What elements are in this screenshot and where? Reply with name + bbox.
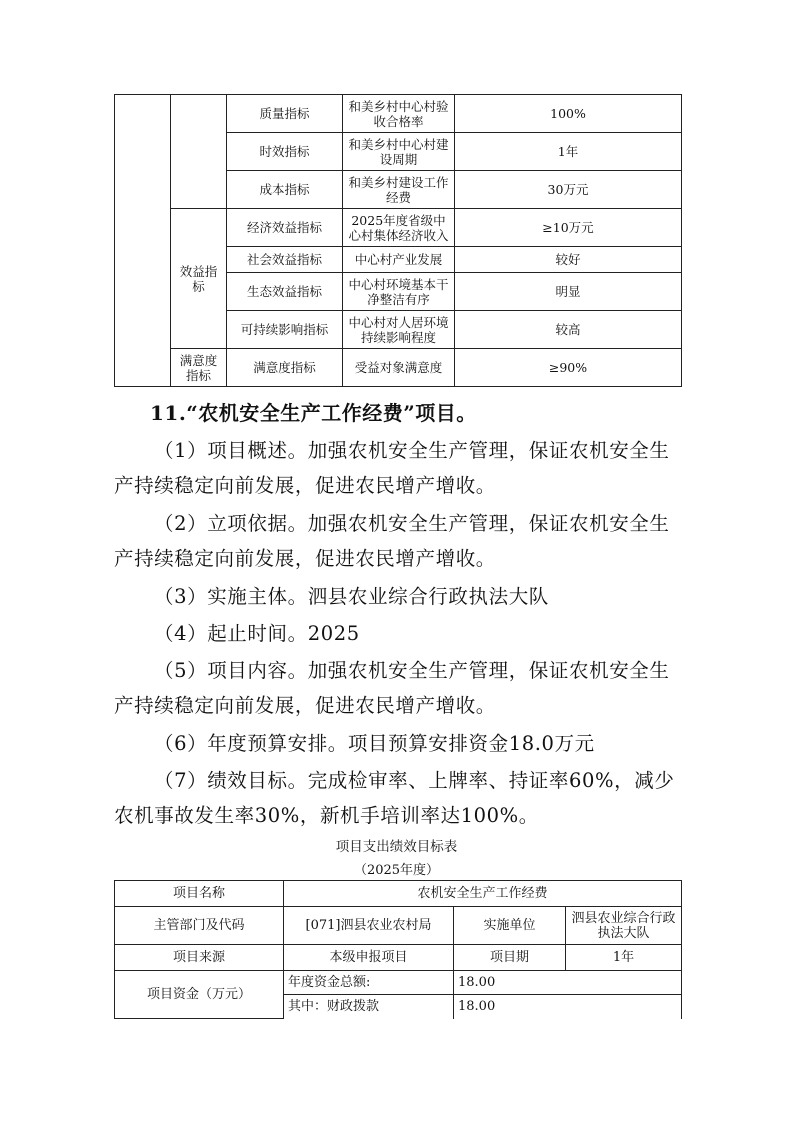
source-label: 项目来源 bbox=[115, 945, 284, 971]
indicator-cell: 满意度指标 bbox=[227, 349, 343, 387]
detail-cell: 和美乡村建设工作经费 bbox=[343, 171, 455, 209]
paragraph-text: （7）绩效目标。完成检审率、上牌率、持证率60%，减少农机事故发生率30%，新机手培训率达100%。 bbox=[114, 769, 675, 827]
detail-cell: 和美乡村中心村建设周期 bbox=[343, 133, 455, 171]
dept-label: 主管部门及代码 bbox=[115, 907, 284, 945]
table-caption: 项目支出绩效目标表 bbox=[335, 839, 458, 855]
performance-indicator-table bbox=[114, 94, 682, 387]
funds-label: 项目资金（万元） bbox=[115, 971, 284, 1019]
indicator-cell: 社会效益指标 bbox=[227, 247, 343, 273]
value-cell: 1年 bbox=[455, 133, 682, 171]
paragraph-overview bbox=[114, 433, 680, 503]
paragraph-text: （2）立项依据。加强农机安全生产管理，保证农机安全生产持续稳定向前发展，促进农民增产增收。 bbox=[114, 512, 670, 570]
value-cell: 30万元 bbox=[455, 171, 682, 209]
total-funds-value: 18.00 bbox=[454, 971, 682, 995]
paragraph-text: （6）年度预算安排。项目预算安排资金18.0万元 bbox=[154, 732, 595, 755]
paragraph-goals bbox=[114, 763, 680, 833]
paragraph-basis bbox=[114, 506, 680, 576]
value-cell: ≥10万元 bbox=[455, 209, 682, 247]
paragraph-entity bbox=[114, 579, 680, 614]
table-row bbox=[115, 349, 682, 387]
dept-value: [071]泗县农业农村局 bbox=[284, 907, 454, 945]
indicator-cell: 质量指标 bbox=[227, 95, 343, 133]
section-heading: 11.“农机安全生产工作经费”项目。 bbox=[150, 401, 477, 425]
indicator-cell: 生态效益指标 bbox=[227, 273, 343, 311]
detail-cell: 中心村对人居环境持续影响程度 bbox=[343, 311, 455, 349]
indicator-cell: 经济效益指标 bbox=[227, 209, 343, 247]
table-row bbox=[115, 945, 682, 971]
paragraph-text: （1）项目概述。加强农机安全生产管理，保证农机安全生产持续稳定向前发展，促进农民增产增收。 bbox=[114, 439, 670, 497]
table-year: （2025年度） bbox=[353, 863, 440, 878]
fiscal-funds-value: 18.00 bbox=[454, 995, 682, 1019]
unit-label: 实施单位 bbox=[454, 907, 566, 945]
value-cell: 较高 bbox=[455, 311, 682, 349]
detail-cell: 和美乡村中心村验收合格率 bbox=[343, 95, 455, 133]
fiscal-funds-label: 其中：财政拨款 bbox=[284, 995, 454, 1019]
table-row bbox=[115, 881, 682, 907]
detail-cell: 中心村环境基本干净整洁有序 bbox=[343, 273, 455, 311]
project-name-value: 农机安全生产工作经费 bbox=[284, 881, 682, 907]
period-value: 1年 bbox=[566, 945, 682, 971]
value-cell: 100% bbox=[455, 95, 682, 133]
detail-cell: 受益对象满意度 bbox=[343, 349, 455, 387]
table-row bbox=[115, 209, 682, 247]
expenditure-goal-table bbox=[114, 880, 682, 1019]
value-cell: ≥90% bbox=[455, 349, 682, 387]
source-value: 本级申报项目 bbox=[284, 945, 454, 971]
period-label: 项目期 bbox=[454, 945, 566, 971]
group-label-satisfaction: 满意度指标 bbox=[171, 349, 227, 387]
value-cell: 较好 bbox=[455, 247, 682, 273]
detail-cell: 中心村产业发展 bbox=[343, 247, 455, 273]
group-label-benefit: 效益指标 bbox=[171, 209, 227, 349]
total-funds-label: 年度资金总额: bbox=[284, 971, 454, 995]
table-row bbox=[115, 971, 682, 995]
detail-cell: 2025年度省级中心村集体经济收入 bbox=[343, 209, 455, 247]
paragraph-period bbox=[114, 616, 680, 651]
indicator-cell: 可持续影响指标 bbox=[227, 311, 343, 349]
value-cell: 明显 bbox=[455, 273, 682, 311]
unit-value: 泗县农业综合行政执法大队 bbox=[566, 907, 682, 945]
table-row bbox=[115, 907, 682, 945]
level2-cell bbox=[171, 95, 227, 209]
paragraph-content bbox=[114, 653, 680, 723]
indicator-cell: 时效指标 bbox=[227, 133, 343, 171]
paragraph-text: （5）项目内容。加强农机安全生产管理，保证农机安全生产持续稳定向前发展，促进农民增产增收。 bbox=[114, 659, 670, 717]
paragraph-text: （3）实施主体。泗县农业综合行政执法大队 bbox=[154, 585, 549, 608]
indicator-cell: 成本指标 bbox=[227, 171, 343, 209]
project-name-label: 项目名称 bbox=[115, 881, 284, 907]
table-row bbox=[115, 95, 682, 133]
paragraph-text: （4）起止时间。2025 bbox=[154, 622, 360, 645]
paragraph-budget bbox=[114, 726, 680, 761]
level1-cell bbox=[115, 95, 171, 387]
